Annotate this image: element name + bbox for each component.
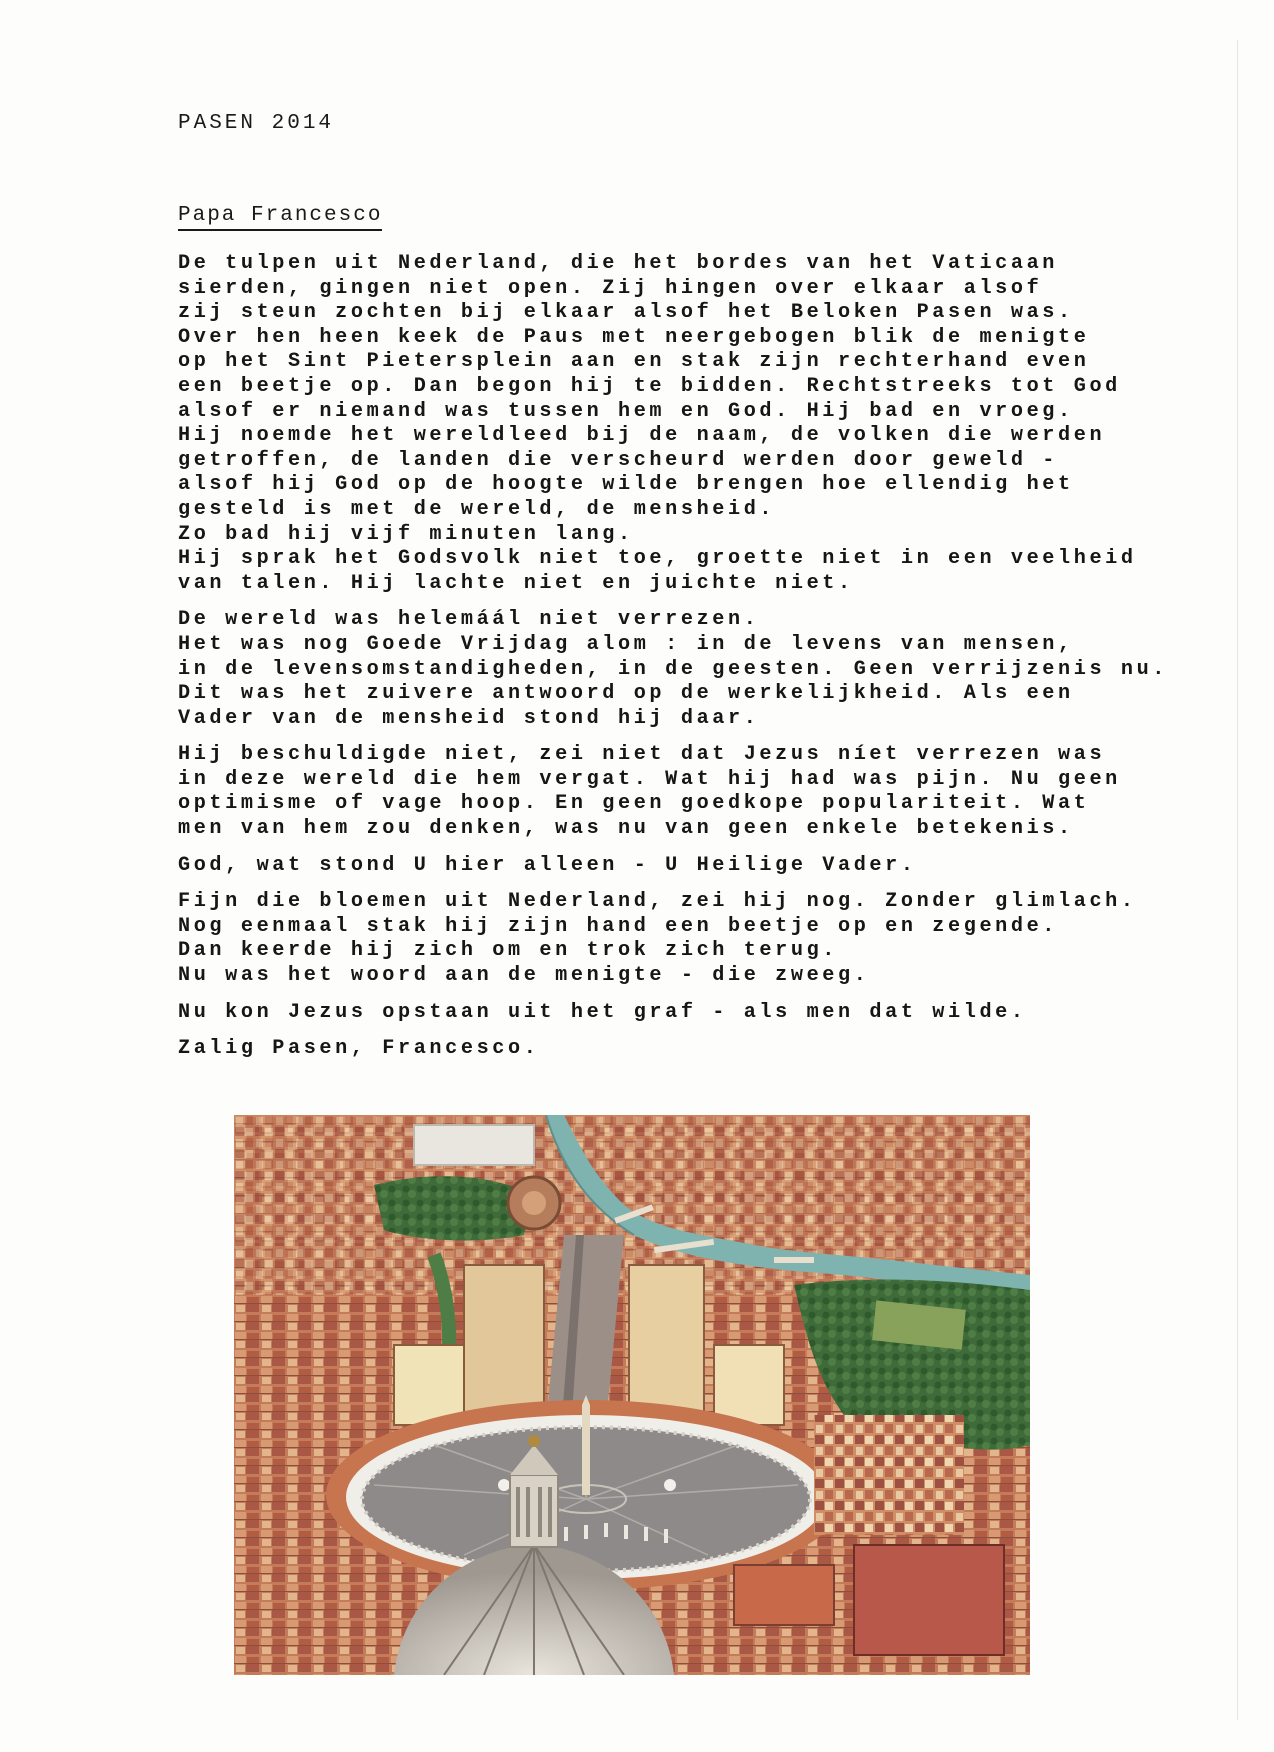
text-line: Nu kon Jezus opstaan uit het graf - als men dat wilde.	[178, 1000, 1027, 1024]
text-line: sierden, gingen niet open. Zij hingen over elkaar alsof	[178, 276, 1043, 300]
text-line: Zalig Pasen, Francesco.	[178, 1037, 540, 1061]
text-line: Nu was het woord aan de menigte - die zweeg.	[178, 964, 870, 988]
text-line: Vader van de mensheid stond hij daar.	[178, 706, 760, 730]
document-subtitle: Papa Francesco	[178, 204, 382, 231]
letter-body	[178, 252, 1178, 1074]
st-peters-square-aerial-photo	[234, 1115, 1030, 1675]
text-line: men van hem zou denken, was nu van geen enkele betekenis.	[178, 817, 1074, 841]
text-line: zij steun zochten bij elkaar alsof het Beloken Pasen was.	[178, 301, 1074, 325]
text-line: in de levensomstandigheden, in de geesten. Geen verrijzenis nu.	[178, 657, 1169, 681]
text-line: getroffen, de landen die verscheurd werden door geweld -	[178, 448, 1059, 472]
aerial-photo-illustration	[234, 1115, 1030, 1675]
text-line: Dit was het zuivere antwoord op de werkelijkheid. Als een	[178, 682, 1074, 706]
text-line: Nog eenmaal stak hij zijn hand een beetje op en zegende.	[178, 914, 1059, 938]
text-line: alsof hij God op de hoogte wilde brengen hoe ellendig het	[178, 473, 1074, 497]
text-line: Over hen heen keek de Paus met neergebogen blik de menigte	[178, 325, 1090, 349]
paragraph	[178, 1001, 1178, 1026]
text-line: Hij sprak het Godsvolk niet toe, groette niet in een veelheid	[178, 547, 1137, 571]
text-line: van talen. Hij lachte niet en juichte niet.	[178, 571, 854, 595]
text-line: gesteld is met de wereld, de mensheid.	[178, 497, 776, 521]
text-line: Hij noemde het wereldleed bij de naam, de volken die werden	[178, 424, 1106, 448]
page-edge-line	[1237, 40, 1238, 1720]
paragraph	[178, 1037, 1178, 1062]
text-line: een beetje op. Dan begon hij te bidden. Rechtstreeks tot God	[178, 374, 1121, 398]
text-line: Het was nog Goede Vrijdag alom : in de levens van mensen,	[178, 632, 1074, 656]
text-line: Dan keerde hij zich om en trok zich terug.	[178, 939, 839, 963]
paragraph	[178, 252, 1178, 596]
paragraph	[178, 608, 1178, 731]
text-line: in deze wereld die hem vergat. Wat hij had was pijn. Nu geen	[178, 767, 1121, 791]
text-line: op het Sint Pietersplein aan en stak zijn rechterhand even	[178, 350, 1090, 374]
paragraph	[178, 854, 1178, 879]
paragraph	[178, 890, 1178, 988]
text-line: Zo bad hij vijf minuten lang.	[178, 522, 634, 546]
text-line: De wereld was helemáál niet verrezen.	[178, 608, 760, 632]
text-line: God, wat stond U hier alleen - U Heilige Vader.	[178, 853, 917, 877]
text-line: Fijn die bloemen uit Nederland, zei hij nog. Zonder glimlach.	[178, 890, 1137, 914]
text-line: De tulpen uit Nederland, die het bordes van het Vaticaan	[178, 252, 1059, 275]
text-line: Hij beschuldigde niet, zei niet dat Jezus níet verrezen was	[178, 743, 1106, 767]
text-line: alsof er niemand was tussen hem en God. Hij bad en vroeg.	[178, 399, 1074, 423]
paragraph	[178, 743, 1178, 841]
document-heading: PASEN 2014	[178, 112, 335, 135]
text-line: optimisme of vage hoop. En geen goedkope populariteit. Wat	[178, 792, 1090, 816]
